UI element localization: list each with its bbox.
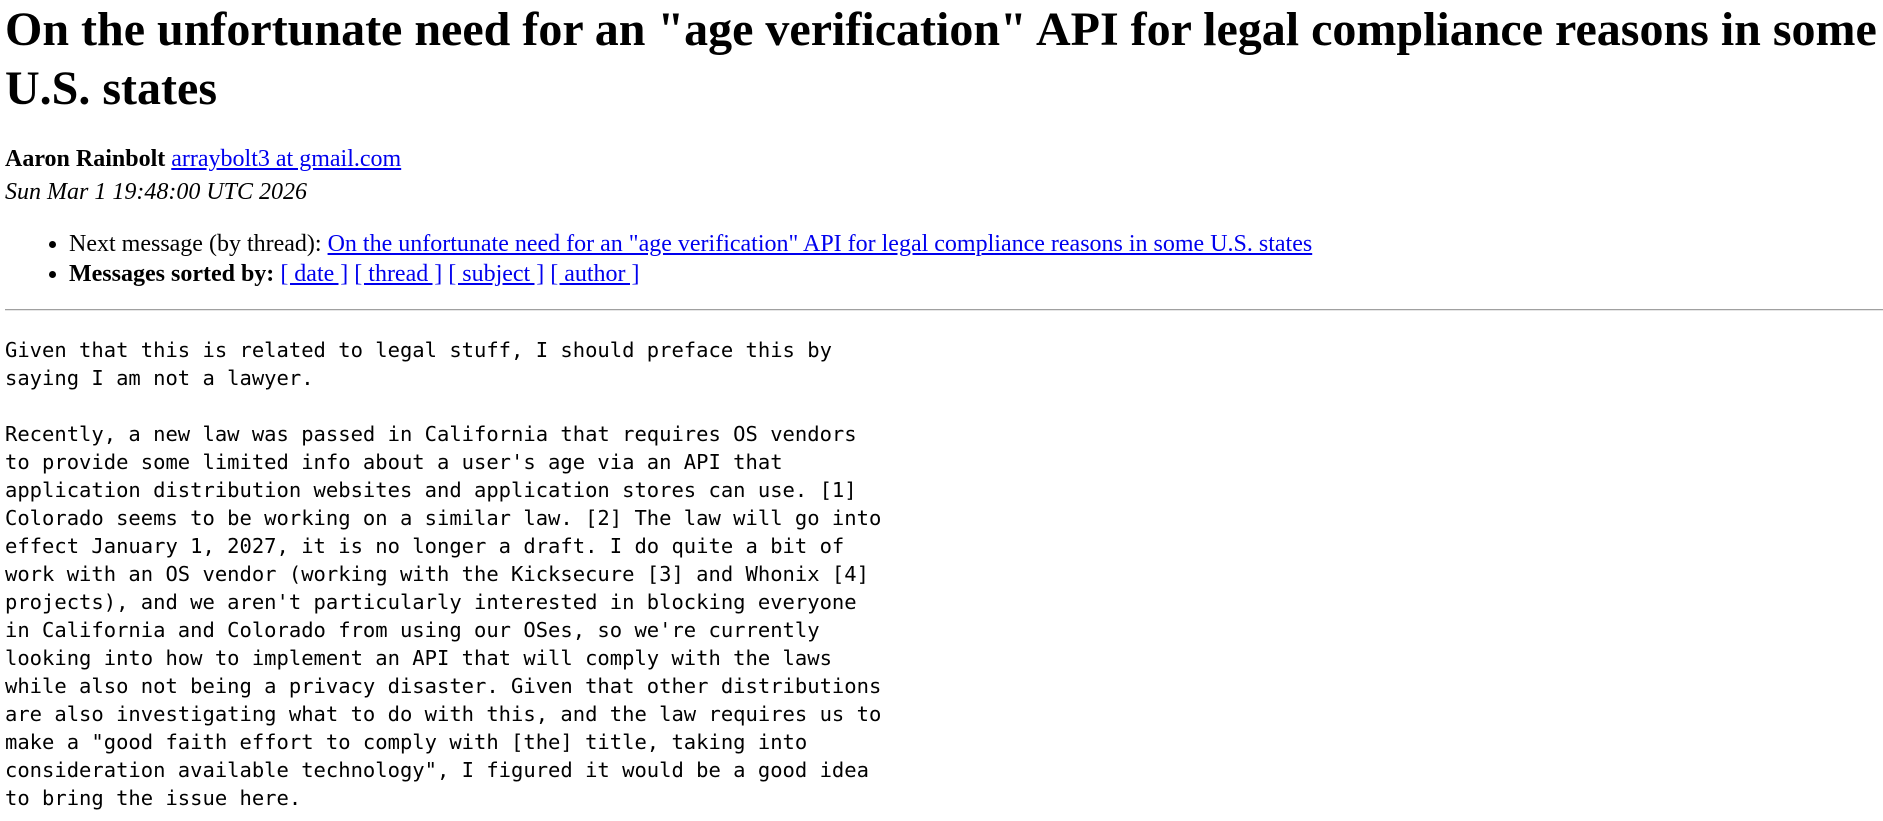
body-paragraph: Given that this is related to legal stuff, I should preface this by saying I am not a lawyer. — [5, 338, 832, 390]
body-paragraph: Recently, a new law was passed in California that requires OS vendors to provide some limited info about a user's age via an API that application distribution websites and application stores can use. [1] Colorado seems to be working on a similar law. [2] The law will go into effect January 1, 2027, it is no longer a draft. I do quite a bit of work with an OS vendor (working with the Kicksecure [3] and Whonix [4] projects), and we aren't particularly interested in blocking everyone in California and Colorado from using our OSes, so we're currently looking into how to implement an API that will comply with the laws while also not being a privacy disaster. Given that other distributions are also investigating what to do with this, and the law requires us to make a "good faith effort to comply with [the] title, taking into consideration available technology", I figured it would be a good idea to bring the issue here. — [5, 422, 882, 810]
author-email-link[interactable]: arraybolt3 at gmail.com — [171, 146, 402, 172]
author-name: Aaron Rainbolt — [5, 146, 166, 172]
sort-options-label: Messages sorted by: — [69, 261, 275, 287]
sort-options-item — [69, 259, 1878, 289]
sort-by-author-link[interactable]: [ author ] — [550, 261, 640, 287]
message-header — [5, 143, 1878, 209]
divider — [5, 309, 1883, 311]
sort-by-thread-link[interactable]: [ thread ] — [354, 261, 443, 287]
message-navigation — [5, 229, 1878, 289]
message-date: Sun Mar 1 19:48:00 UTC 2026 — [5, 179, 308, 205]
message-body — [5, 336, 1878, 812]
author-line — [5, 143, 1878, 176]
sort-by-date-link[interactable]: [ date ] — [280, 261, 349, 287]
next-message-item — [69, 229, 1878, 259]
message-title: On the unfortunate need for an "age verification" API for legal compliance reasons in some U.S. states — [5, 3, 1877, 115]
next-message-link[interactable]: On the unfortunate need for an "age verification" API for legal compliance reasons in some U.S. states — [327, 231, 1313, 257]
sort-by-subject-link[interactable]: [ subject ] — [448, 261, 545, 287]
next-message-label: Next message (by thread): — [69, 231, 322, 257]
